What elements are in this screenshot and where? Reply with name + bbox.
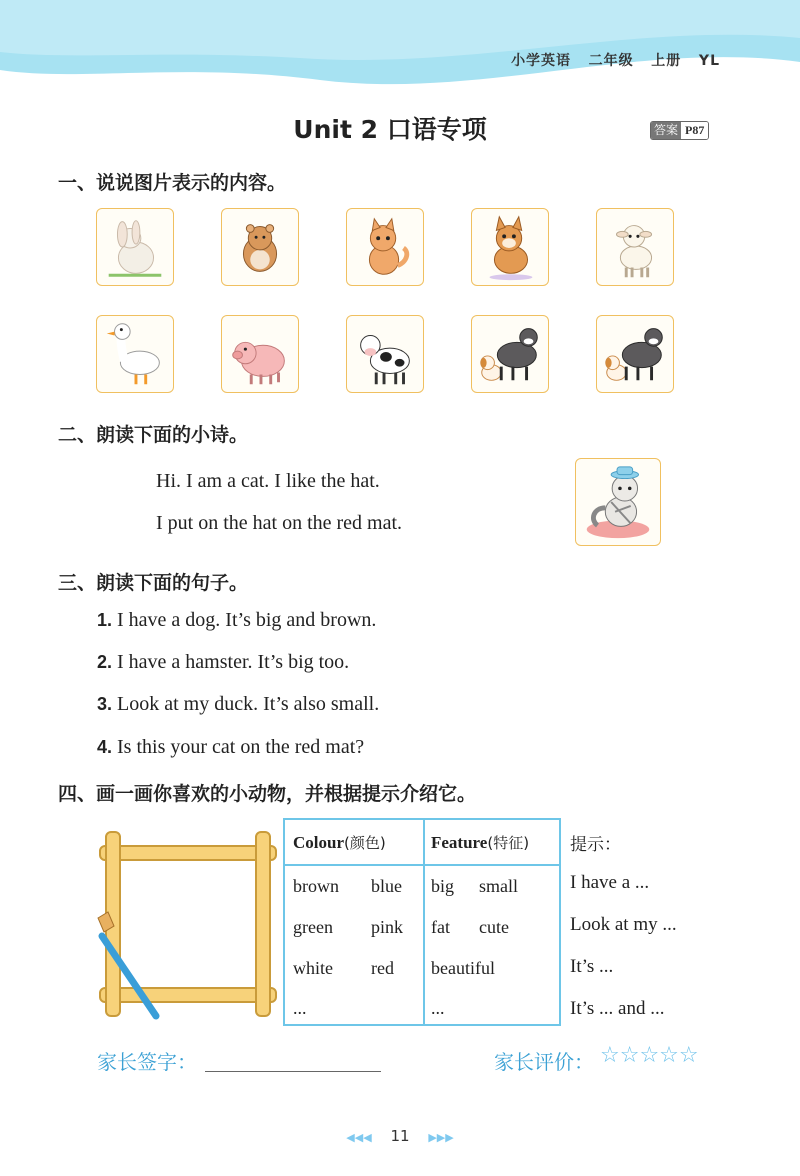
sentence-text: Is this your cat on the red mat? (112, 736, 365, 758)
hint-item: Look at my ... (570, 914, 677, 935)
pig-icon (221, 315, 299, 393)
answer-tag (650, 121, 709, 140)
feature-word: fat (431, 917, 450, 937)
answer-label: 答案 (651, 122, 681, 139)
hint-item: It’s ... (570, 956, 614, 977)
rabbit-icon (96, 208, 174, 286)
sentence-number: 4. (97, 737, 113, 757)
feature-word: big (431, 876, 455, 896)
colour-word: white (293, 958, 333, 978)
cat-and-dog-icon (471, 315, 549, 393)
colour-word: brown (293, 876, 339, 896)
next-arrows-icon: ▶▶▶ (428, 1131, 454, 1144)
drawing-frame (96, 826, 278, 1022)
section2-heading: 二、朗读下面的小诗。 (58, 424, 249, 446)
hint-item: I have a ... (570, 872, 650, 893)
dog-icon (471, 208, 549, 286)
book-info: 小学英语 二年级 上册 YL (511, 53, 720, 69)
hint-item: It’s ... and ... (570, 998, 665, 1019)
cat-with-hat-icon (575, 458, 661, 546)
section3-heading: 三、朗读下面的句子。 (58, 572, 249, 594)
duck-icon (96, 315, 174, 393)
sentence-number: 1. (97, 610, 113, 630)
cow-icon (346, 315, 424, 393)
feature-word: small (479, 876, 518, 896)
word-table (283, 818, 561, 1026)
page-number: ◀◀◀ 11 ▶▶▶ (346, 1127, 454, 1145)
colour-header: Colour(颜色) (293, 833, 386, 852)
colour-word: blue (371, 876, 402, 896)
sentence-4 (97, 736, 364, 759)
sentence-text: Look at my duck. It’s also small. (112, 693, 380, 715)
feature-header: Feature(特征) (431, 833, 530, 852)
sentence-2 (97, 651, 349, 674)
cat-icon (346, 208, 424, 286)
colour-word: pink (371, 917, 404, 937)
sentence-text: I have a hamster. It’s big too. (112, 651, 350, 673)
signature-line[interactable] (205, 1071, 381, 1072)
page-title: Unit 2 口语专项 (293, 115, 487, 144)
parent-sign-label: 家长签字： (97, 1050, 197, 1074)
poem-line-2: I put on the hat on the red mat. (156, 512, 403, 534)
sentence-3 (97, 693, 379, 716)
cat-and-dog-icon (596, 315, 674, 393)
prev-arrows-icon: ◀◀◀ (346, 1131, 372, 1144)
rating-stars[interactable]: ☆☆☆☆☆ (600, 1043, 699, 1068)
feature-word: beautiful (431, 958, 495, 978)
feature-ellipsis: ... (431, 998, 445, 1018)
sentence-number: 3. (97, 694, 113, 714)
lamb-icon (596, 208, 674, 286)
sentence-text: I have a dog. It’s big and brown. (112, 609, 377, 631)
sentence-number: 2. (97, 652, 113, 672)
answer-page: P87 (681, 122, 708, 139)
feature-word: cute (479, 917, 509, 937)
colour-ellipsis: ... (293, 998, 307, 1018)
section1-heading: 一、说说图片表示的内容。 (58, 172, 287, 194)
parent-rating-label: 家长评价： (494, 1050, 594, 1074)
section4-heading: 四、画一画你喜欢的小动物，并根据提示介绍它。 (58, 783, 477, 805)
hint-label: 提示： (570, 835, 621, 855)
sentence-1 (97, 609, 376, 632)
colour-word: red (371, 958, 394, 978)
poem-line-1: Hi. I am a cat. I like the hat. (156, 470, 380, 492)
hamster-icon (221, 208, 299, 286)
colour-word: green (293, 917, 333, 937)
